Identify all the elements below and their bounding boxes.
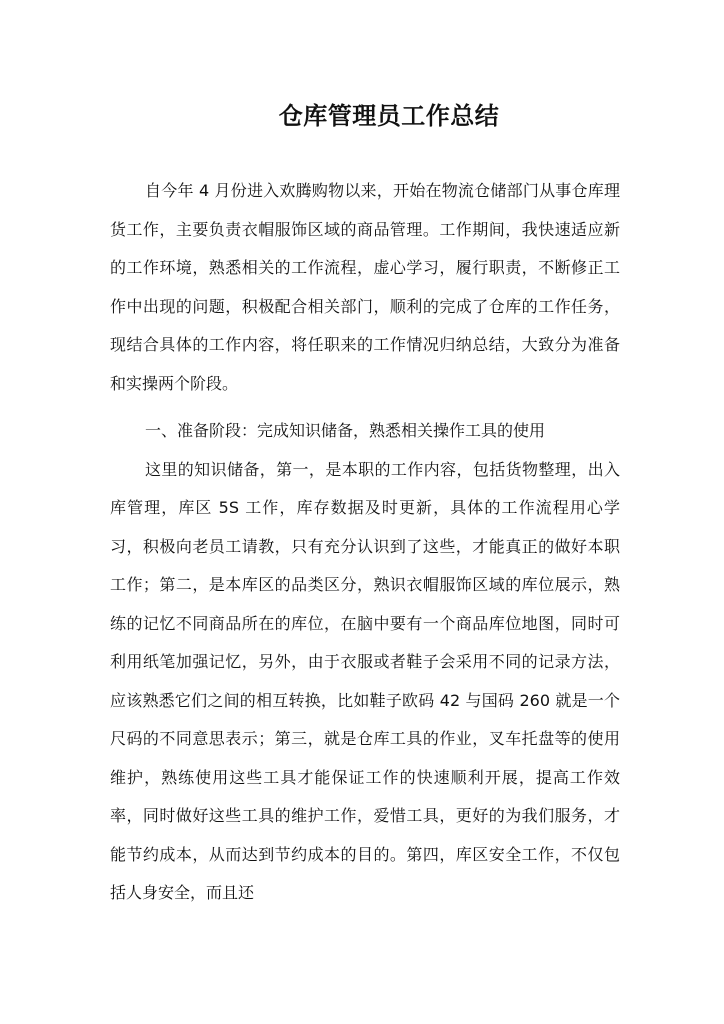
section-heading-preparation: 一、准备阶段：完成知识储备，熟悉相关操作工具的使用	[145, 421, 546, 440]
document-title: 仓库管理员工作总结	[278, 102, 500, 130]
paragraph-intro: 自今年 4 月份进入欢腾购物以来，开始在物流仓储部门从事仓库理货工作，主要负责衣帽服饰区域的商品管理。工作期间，我快速适应新的工作环境，熟悉相关的工作流程，虚心学习，履行职责，不断修正工作中出现的问题，积极配合相关部门，顺利的完成了仓库的工作任务，现结合具体的工作内容，将任职来的工作情况归纳总结，大致分为准备和实操两个阶段。	[110, 181, 620, 393]
document-body	[110, 172, 620, 913]
paragraph-knowledge: 这里的知识储备，第一，是本职的工作内容，包括货物整理，出入库管理，库区 5S 工作，库存数据及时更新，具体的工作流程用心学习，积极向老员工请教，只有充分认识到了这些，才能真正的做好本职工作；第二，是本库区的品类区分，熟识衣帽服饰区域的库位展示，熟练的记忆不同商品所在的库位，在脑中要有一个商品库位地图，同时可利用纸笔加强记忆，另外，由于衣服或者鞋子会采用不同的记录方法，应该熟悉它们之间的相互转换，比如鞋子欧码 42 与国码 260 就是一个尺码的不同意思表示；第三，就是仓库工具的作业，叉车托盘等的使用维护，熟练使用这些工具才能保证工作的快速顺利开展，提高工作效率，同时做好这些工具的维护工作，爱惜工具，更好的为我们服务，才能节约成本，从而达到节约成本的目的。第四，库区安全工作，不仅包括人身安全，而且还	[110, 459, 620, 902]
